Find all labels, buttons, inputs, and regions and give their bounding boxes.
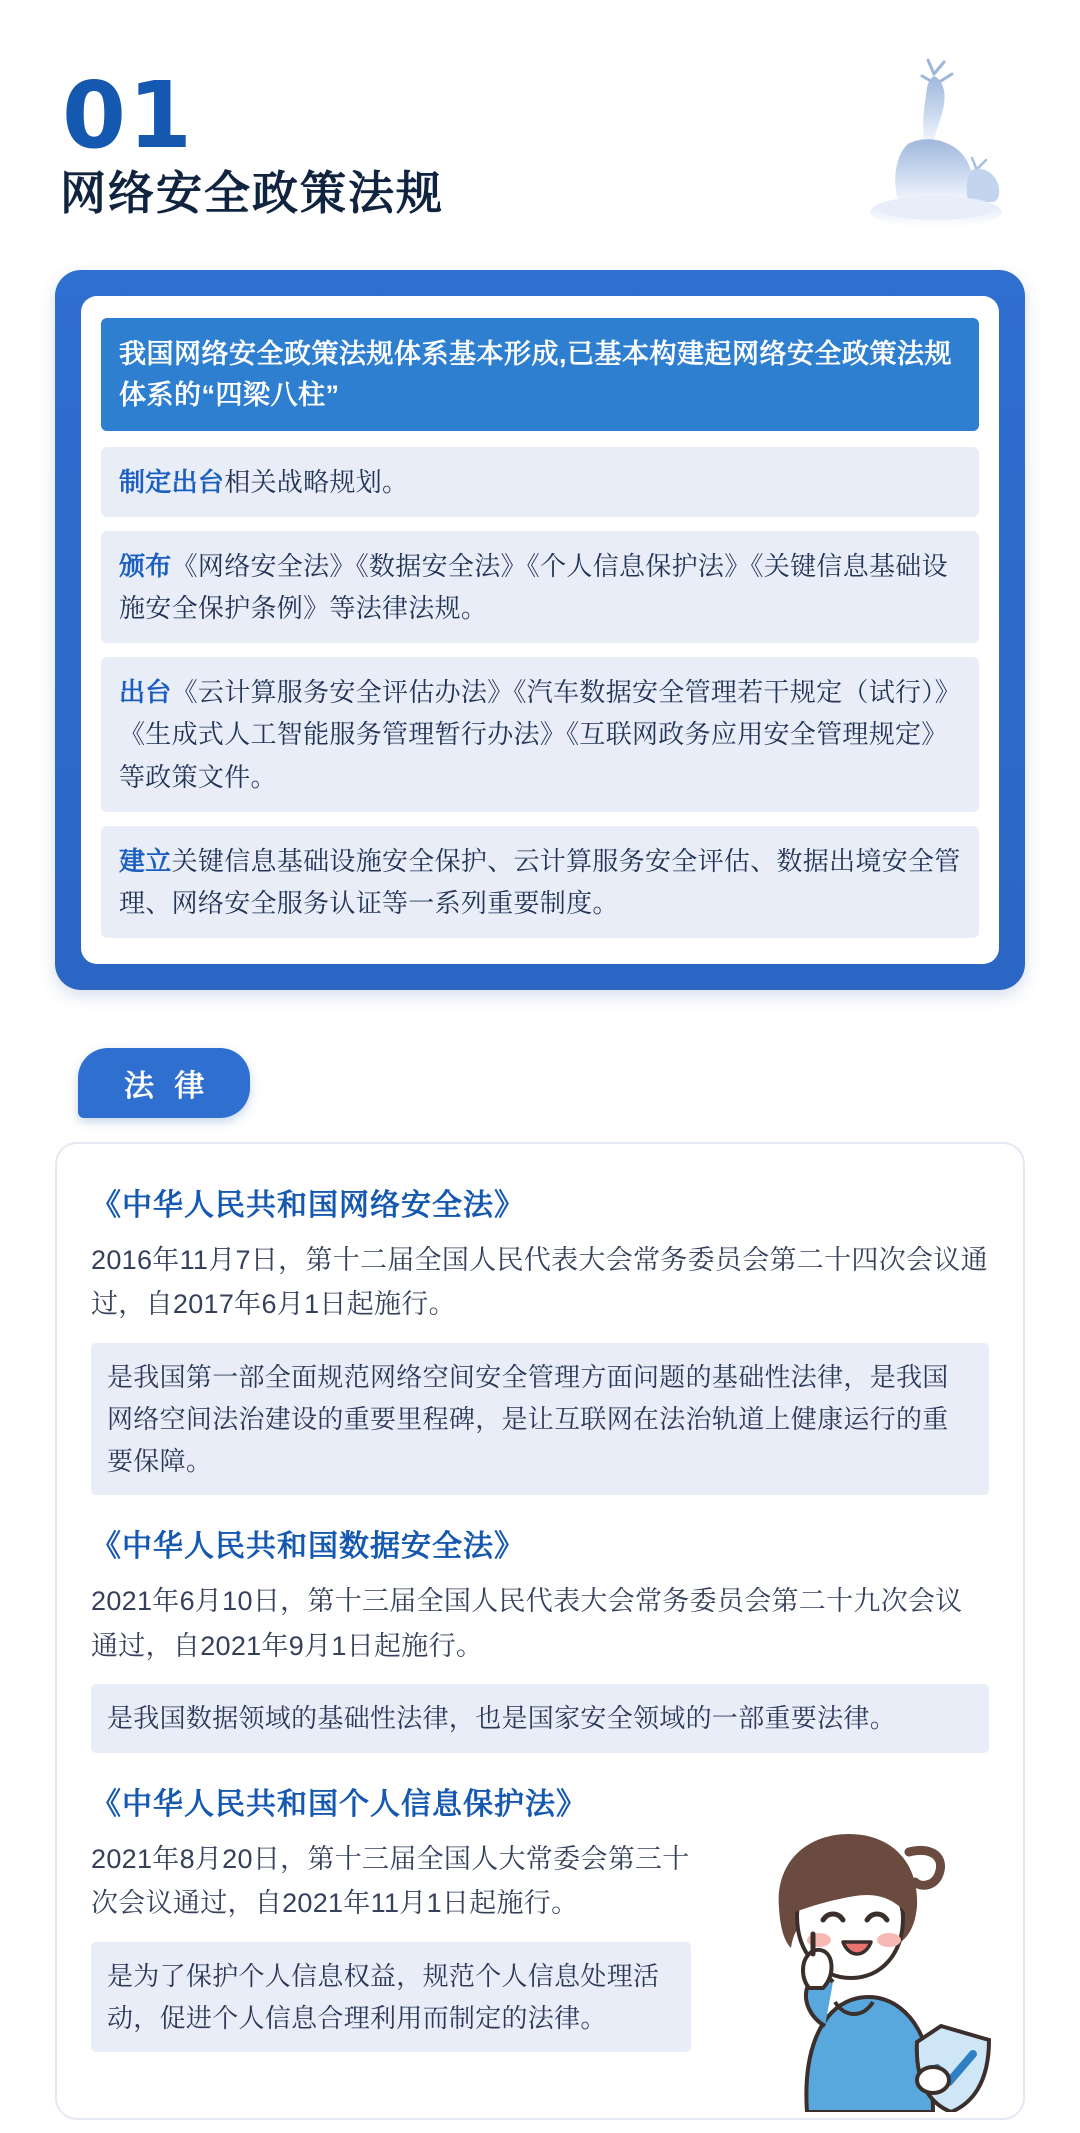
law-title: 《中华人民共和国个人信息保护法》 [91, 1787, 587, 1821]
law-entry [91, 1779, 989, 2052]
law-description: 2021年6月10日，第十三届全国人民代表大会常务委员会第二十九次会议通过，自2021年9月1日起施行。 [91, 1586, 963, 1661]
policy-item [101, 826, 979, 938]
policy-item-text: 相关战略规划。 [224, 467, 409, 497]
policy-overview-inner [81, 296, 999, 964]
policy-item-lead: 颁布 [119, 551, 172, 582]
policy-highlight-banner: 我国网络安全政策法规体系基本形成,已基本构建起网络安全政策法规体系的“四梁八柱” [101, 318, 979, 431]
policy-item [101, 657, 979, 811]
policy-overview-card [55, 270, 1025, 990]
policy-item [101, 531, 979, 643]
law-title: 《中华人民共和国网络安全法》 [91, 1188, 525, 1222]
law-note: 是我国数据领域的基础性法律，也是国家安全领域的一部重要法律。 [91, 1684, 989, 1752]
law-note: 是为了保护个人信息权益，规范个人信息处理活动，促进个人信息合理利用而制定的法律。 [91, 1942, 691, 2052]
section-tab-wrap [78, 1048, 1080, 1118]
policy-item-lead: 建立 [119, 845, 172, 876]
law-entry [91, 1521, 989, 1752]
policy-item-text: 关键信息基础设施安全保护、云计算服务安全评估、数据出境安全管理、网络安全服务认证等一系列重要制度。 [119, 845, 961, 918]
law-entry [91, 1180, 989, 1495]
law-description: 2016年11月7日，第十二届全国人民代表大会常务委员会第二十四次会议通过，自2017年6月1日起施行。 [91, 1244, 988, 1320]
policy-item [101, 447, 979, 517]
law-title: 《中华人民共和国数据安全法》 [91, 1530, 525, 1564]
section-number: 01 [62, 62, 195, 169]
law-note: 是我国第一部全面规范网络空间安全管理方面问题的基础性法律，是我国网络空间法治建设的重要里程碑，是让互联网在法治轨道上健康运行的重要保障。 [91, 1343, 989, 1495]
law-description: 2021年8月20日，第十三届全国人大常委会第三十次会议通过，自2021年11月1日起施行。 [91, 1843, 690, 1919]
page-header [0, 0, 1080, 270]
policy-item-text: 《网络安全法》《数据安全法》《个人信息保护法》《关键信息基础设施安全保护条例》等法律法规。 [119, 551, 948, 624]
policy-item-text: 《云计算服务安全评估办法》《汽车数据安全管理若干规定（试行）》《生成式人工智能服务管理暂行办法》《互联网政务应用安全管理规定》等政策文件。 [119, 677, 961, 792]
law-list-card [55, 1142, 1025, 2120]
policy-item-lead: 出台 [119, 677, 172, 708]
policy-item-lead: 制定出台 [119, 467, 225, 497]
tab-law[interactable]: 法 律 [78, 1048, 250, 1118]
deer-statue-illustration-icon [848, 58, 1018, 233]
page-title: 网络安全政策法规 [60, 167, 444, 219]
